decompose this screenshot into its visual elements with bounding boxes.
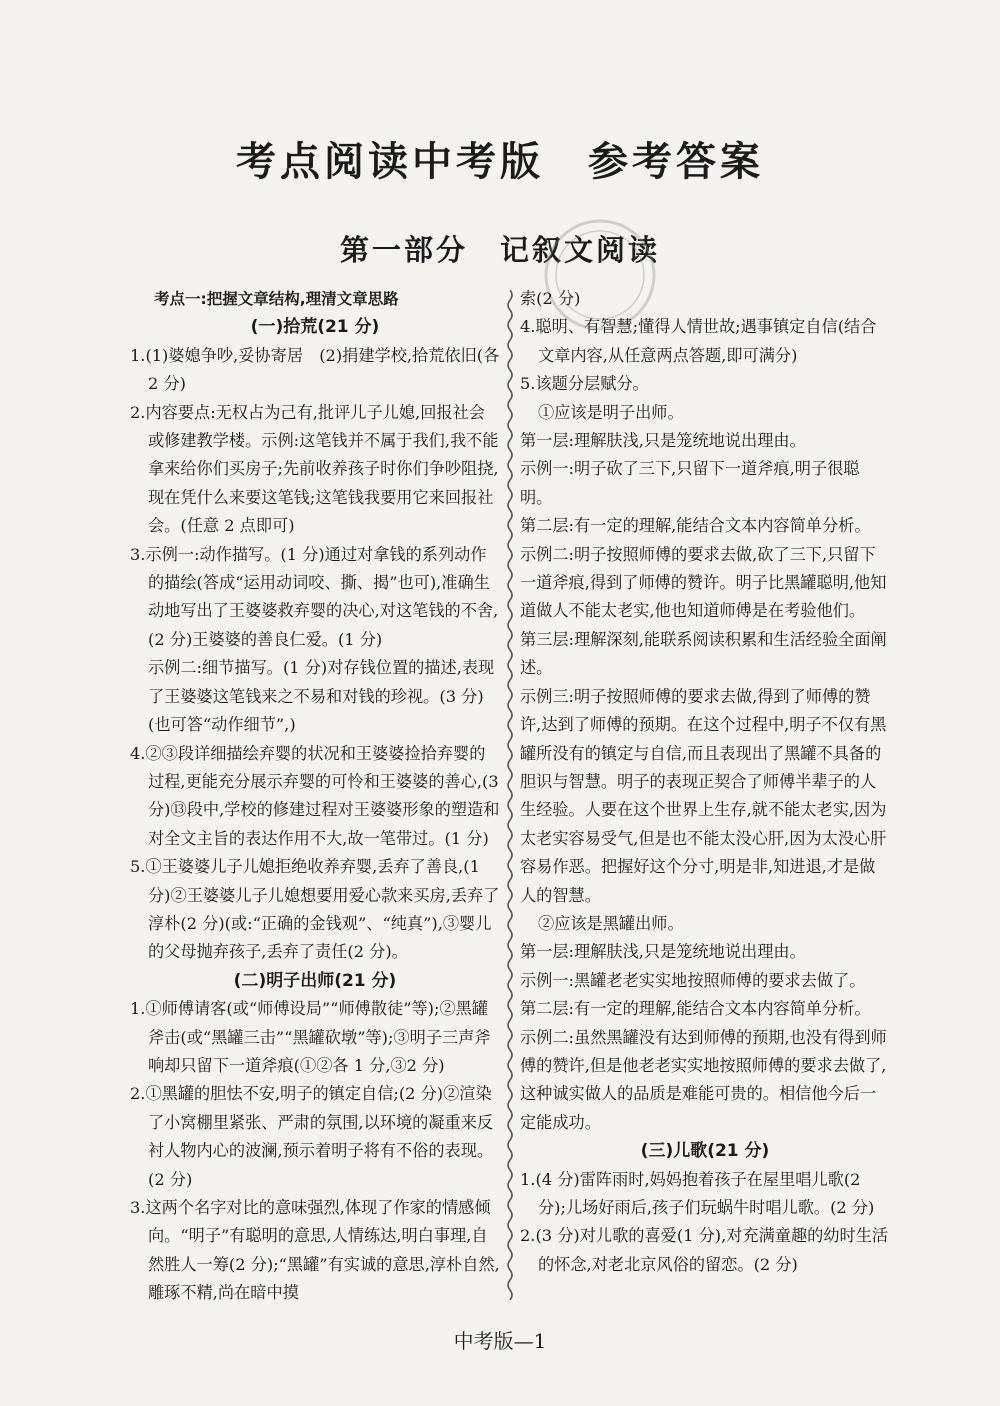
answer-paragraph: 5.该题分层赋分。 [520, 374, 649, 394]
answer-paragraph: 第一层:理解肤浅,只是笼统地说出理由。 [520, 431, 806, 451]
main-title: 考点阅读中考版 参考答案 [236, 139, 764, 185]
left-column [130, 285, 500, 1308]
answer-paragraph: 示例一:黑罐老老实实地按照师傅的要求去做了。 [520, 970, 866, 990]
answer-paragraph: 4.②③段详细描绘弃婴的状况和王婆婆捡拾弃婴的过程,更能充分展示弃婴的可怜和王婆婆的善心,(3 分)⑬段中,学校的修建过程对王婆婆形象的塑造和对全文主旨的表达作用不大,故一笔带过。(1 分) [130, 743, 500, 848]
answer-paragraph: 示例二:细节描写。(1 分)对存钱位置的描述,表现了王婆婆这笔钱来之不易和对钱的珍视。(3 分)(也可答“动作细节”,) [148, 658, 495, 735]
answer-paragraph: 2.(3 分)对儿歌的喜爱(1 分),对充满童趣的幼时生活的怀念,对老北京风俗的留恋。(2 分) [520, 1226, 889, 1274]
answer-paragraph: 1.①师傅请客(或“师傅设局”“师傅散徒”等);②黑罐斧击(或“黑罐三击”“黑罐砍墩”等);③明子三声斧响却只留下一道斧痕(①②各 1 分,③2 分) [130, 999, 491, 1075]
answer-paragraph: 第二层:有一定的理解,能结合文本内容简单分析。 [520, 516, 871, 536]
answer-paragraph: 3.示例一:动作描写。(1 分)通过对拿钱的系列动作的描绘(答成“运用动词咬、撕、揭”也可),准确生动地写出了王婆婆救弃婴的决心,对这笔钱的不舍,(2 分)王婆婆的善良仁爱。(1 分) [130, 544, 499, 649]
part-title: 第一部分 记叙文阅读 [339, 233, 660, 267]
section-heading: (二)明子出师(21 分) [233, 970, 397, 991]
answer-paragraph: 示例一:明子砍了三下,只留下一道斧痕,明子很聪明。 [520, 459, 860, 507]
answer-paragraph: 示例三:明子按照师傅的要求去做,得到了师傅的赞许,达到了师傅的预期。在这个过程中,明子不仅有黑罐所没有的镇定与自信,而且表现出了黑罐不具备的胆识与智慧。明子的表现正契合了师傅半辈子的人生经验。人要在这个世界上生存,就不能太老实,因为太老实容易受气,但是也不能太没心肝,因为太没心肝容易作恶。把握好这个分寸,明是非,知进退,才是做人的智慧。 [520, 686, 887, 905]
answer-paragraph: 1.(4 分)雷阵雨时,妈妈抱着孩子在屋里唱儿歌(2 分);儿场好雨后,孩子们玩蜗牛时唱儿歌。(2 分) [520, 1169, 875, 1217]
page-footer: 中考版—1 [453, 1329, 547, 1353]
section-heading: (三)儿歌(21 分) [640, 1141, 770, 1162]
kaodian-heading: 考点一:把握文章结构,理清文章思路 [154, 290, 399, 308]
answer-paragraph: 2.内容要点:无权占为己有,批评儿子儿媳,回报社会或修建教学楼。示例:这笔钱并不属于我们,我不能拿来给你们买房子;先前收养孩子时你们争吵阻挠,现在凭什么来要这笔钱;这笔钱我要用它来回报社会。(任意 2 点即可) [130, 402, 499, 536]
answer-paragraph: 索(2 分) [520, 289, 581, 308]
answer-paragraph: ②应该是黑罐出师。 [538, 913, 684, 933]
right-column [520, 285, 890, 1279]
column-divider [505, 290, 515, 1300]
answer-paragraph: 第二层:有一定的理解,能结合文本内容简单分析。 [520, 999, 871, 1019]
answer-paragraph: 4.聪明、有智慧;懂得人情世故;遇事镇定自信(结合文章内容,从任意两点答题,即可满分) [520, 317, 877, 365]
answer-paragraph: 2.①黑罐的胆怯不安,明子的镇定自信;(2 分)②渲染了小窝棚里紧张、严肃的氛围,以环境的凝重来反衬人物内心的波澜,预示着明子将有不俗的表现。(2 分) [130, 1084, 494, 1189]
answer-paragraph: 第三层:理解深刻,能联系阅读积累和生活经验全面阐述。 [520, 629, 887, 678]
answer-paragraph: 示例二:虽然黑罐没有达到师傅的预期,也没有得到师傅的赞许,但是他老老实实地按照师傅的要求去做了,这种诚实做人的品质是难能可贵的。相信他今后一定能成功。 [520, 1027, 887, 1132]
answer-paragraph: 示例二:明子按照师傅的要求去做,砍了三下,只留下一道斧痕,得到了师傅的赞许。明子比黑罐聪明,他知道做人不能太老实,他也知道师傅是在考验他们。 [520, 544, 887, 621]
answer-paragraph: 5.①王婆婆儿子儿媳拒绝收养弃婴,丢弃了善良,(1 分)②王婆婆儿子儿媳想要用爱心款来买房,丢弃了淳朴(2 分)(或:“正确的金钱观”、“纯真”),③婴儿的父母抛弃孩子,丢弃了责任(2 分)。 [130, 857, 500, 962]
section-heading: (一)拾荒(21 分) [250, 317, 380, 338]
answer-paragraph: 3.这两个名字对比的意味强烈,体现了作家的情感倾向。“明子”有聪明的意思,人情练达,明白事理,自然胜人一筹(2 分);“黑罐”有实诚的意思,淳朴自然,雕琢不精,尚在暗中摸 [130, 1198, 500, 1303]
answer-paragraph: ①应该是明子出师。 [538, 402, 684, 422]
answer-paragraph: 1.(1)婆媳争吵,妥协寄居 (2)捐建学校,拾荒依旧(各 2 分) [130, 345, 500, 394]
answer-paragraph: 第一层:理解肤浅,只是笼统地说出理由。 [520, 942, 806, 962]
